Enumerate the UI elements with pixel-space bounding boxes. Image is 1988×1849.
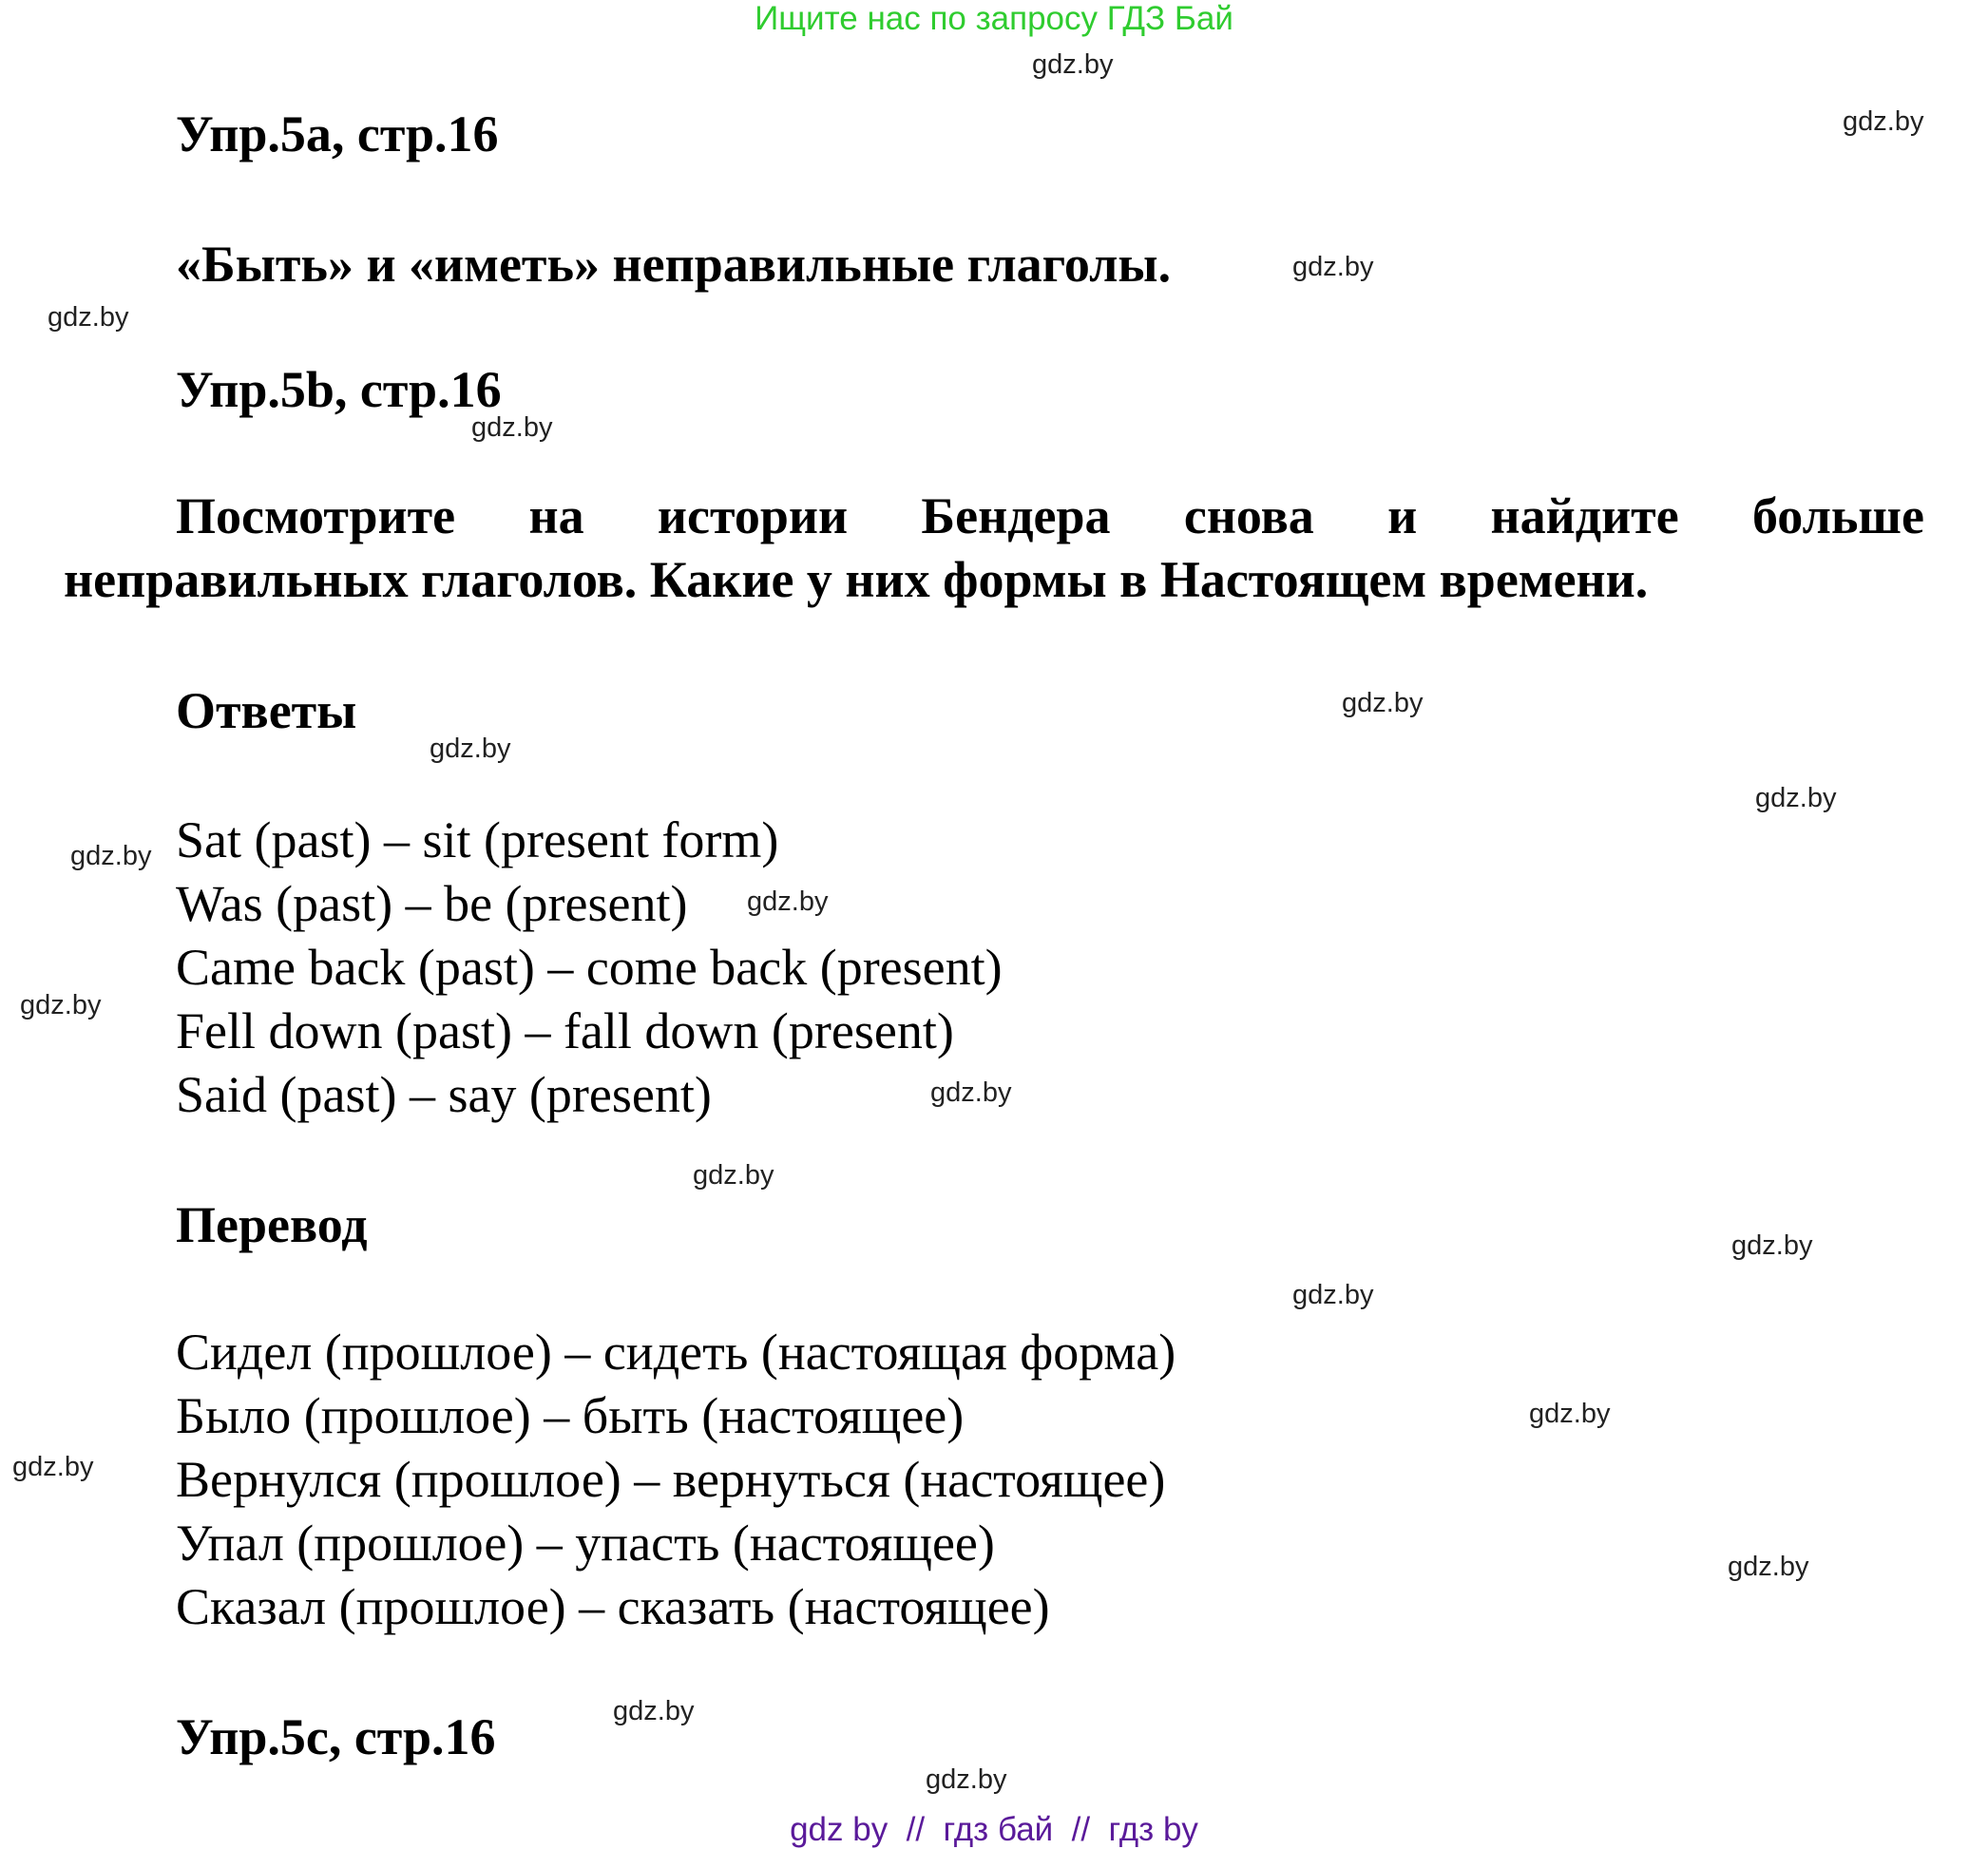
answer-item: Fell down (past) – fall down (present) [176, 1002, 954, 1059]
translation-heading: Перевод [176, 1196, 368, 1253]
watermark: gdz.by [1032, 49, 1114, 80]
footer-links[interactable]: gdz by // гдз бай // гдз by [790, 1811, 1198, 1848]
watermark: gdz.by [471, 412, 553, 443]
watermark: gdz.by [1843, 106, 1924, 137]
translation-item: Вернулся (прошлое) – вернуться (настоящее) [176, 1451, 1166, 1508]
watermark: gdz.by [613, 1696, 695, 1726]
translation-item: Упал (прошлое) – упасть (настоящее) [176, 1515, 995, 1572]
exercise-5b-title: Упр.5b, стр.16 [176, 361, 502, 418]
exercise-5a-subtitle: «Быть» и «иметь» неправильные глаголы. [176, 236, 1172, 293]
watermark: gdz.by [20, 990, 102, 1020]
answer-item: Was (past) – be (present) [176, 875, 688, 932]
watermark: gdz.by [70, 841, 152, 871]
watermark: gdz.by [1292, 1280, 1374, 1310]
watermark: gdz.by [1755, 783, 1837, 813]
search-banner: Ищите нас по запросу ГДЗ Бай [755, 0, 1233, 37]
answer-item: Came back (past) – come back (present) [176, 939, 1003, 996]
watermark: gdz.by [747, 886, 829, 917]
watermark: gdz.by [1292, 252, 1374, 282]
answers-heading: Ответы [176, 682, 357, 739]
watermark: gdz.by [693, 1160, 774, 1191]
watermark: gdz.by [1342, 688, 1424, 718]
exercise-5c-title: Упр.5c, стр.16 [176, 1708, 496, 1765]
task-line-2: неправильных глаголов. Какие у них формы в Настоящем времени. [64, 551, 1649, 608]
answer-item: Said (past) – say (present) [176, 1066, 712, 1123]
watermark: gdz.by [926, 1764, 1007, 1795]
watermark: gdz.by [930, 1077, 1012, 1108]
watermark: gdz.by [12, 1452, 94, 1482]
watermark: gdz.by [430, 734, 511, 764]
task-line-1: Посмотрите на истории Бендера снова и найдите больше [176, 487, 1924, 544]
translation-item: Было (прошлое) – быть (настоящее) [176, 1387, 965, 1444]
exercise-5b-task [64, 485, 1924, 612]
watermark: gdz.by [1731, 1230, 1813, 1261]
translation-item: Сказал (прошлое) – сказать (настоящее) [176, 1578, 1050, 1635]
watermark: gdz.by [1529, 1399, 1611, 1429]
watermark: gdz.by [48, 302, 129, 333]
translation-item: Сидел (прошлое) – сидеть (настоящая форма) [176, 1324, 1176, 1381]
watermark: gdz.by [1728, 1552, 1809, 1582]
exercise-5a-title: Упр.5a, стр.16 [176, 105, 499, 162]
answer-item: Sat (past) – sit (present form) [176, 811, 779, 868]
